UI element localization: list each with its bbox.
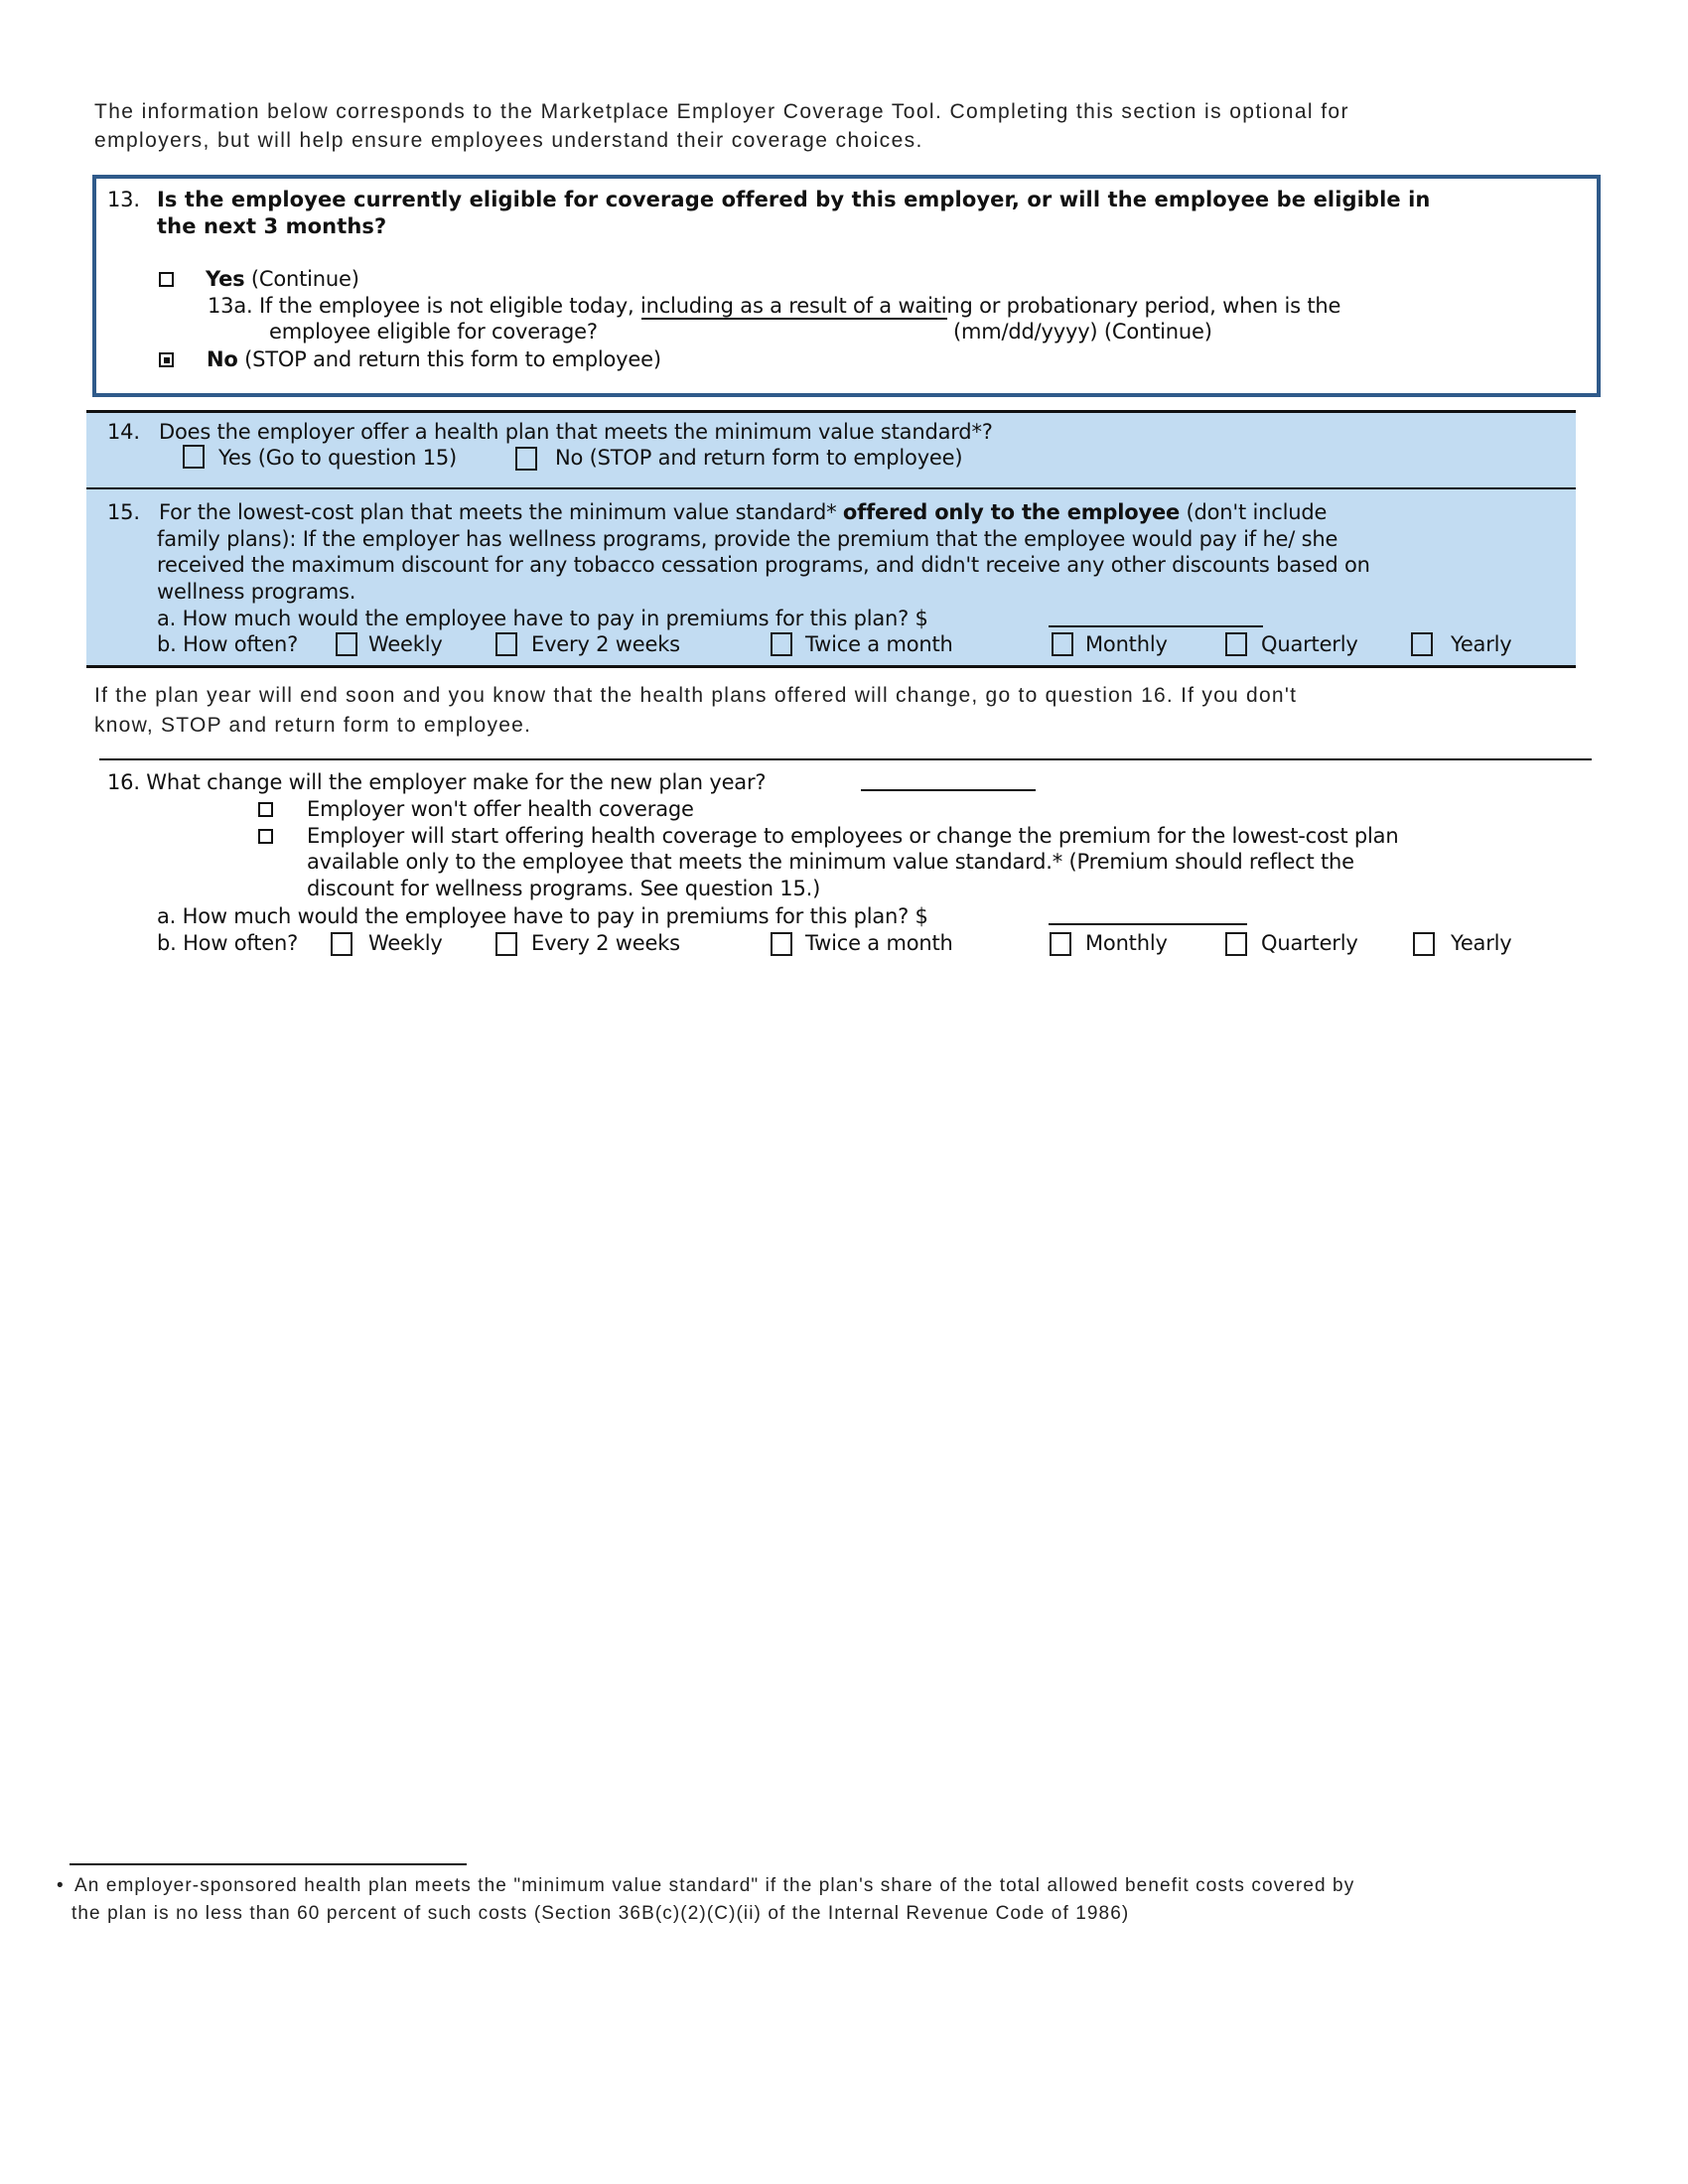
q15-number: 15. — [107, 500, 140, 524]
q13a-date-field[interactable] — [641, 318, 947, 320]
q16-option-1-checkbox[interactable] — [258, 802, 273, 817]
q15-monthly-label: Monthly — [1085, 632, 1168, 656]
q15-b-label: b. How often? — [157, 632, 299, 656]
q16-every-2-weeks-label: Every 2 weeks — [531, 931, 680, 955]
q13-question-line-1: Is the employee currently eligible for coverage offered by this employer, or will the employee be eligible in — [157, 188, 1431, 211]
q15-line-4: wellness programs. — [157, 580, 356, 604]
q13-yes-note: (Continue) — [244, 267, 359, 291]
q15-yearly-label: Yearly — [1451, 632, 1512, 656]
section-top-rule — [86, 410, 1576, 413]
q16-a-label: a. How much would the employee have to pay in premiums for this plan? $ — [157, 904, 928, 928]
q15-every-2-weeks-checkbox[interactable] — [495, 632, 517, 656]
q16-twice-a-month-label: Twice a month — [805, 931, 953, 955]
q16-every-2-weeks-checkbox[interactable] — [495, 932, 517, 956]
q13-no-note: (STOP and return this form to employee) — [237, 347, 661, 371]
q14-no-checkbox[interactable] — [515, 447, 537, 471]
q15-yearly-checkbox[interactable] — [1411, 632, 1433, 656]
q14-yes-checkbox[interactable] — [183, 445, 205, 469]
q16-yearly-checkbox[interactable] — [1413, 932, 1435, 956]
q14-no-label: No (STOP and return form to employee) — [555, 446, 963, 470]
footnote-line-1: An employer-sponsored health plan meets the "minimum value standard" if the plan's share of the total allowed benefit costs covered by — [74, 1875, 1355, 1896]
q14-question: Does the employer offer a health plan that meets the minimum value standard*? — [159, 420, 993, 444]
q16-option-2-checkbox[interactable] — [258, 829, 273, 844]
q15-a-label: a. How much would the employee have to pay in premiums for this plan? $ — [157, 607, 928, 630]
q15-twice-a-month-label: Twice a month — [805, 632, 953, 656]
q13a-date-format: (mm/dd/yyyy) (Continue) — [953, 320, 1212, 343]
q16-option-2-line-2: available only to the employee that meets the minimum value standard.* (Premium should reflect the — [307, 850, 1354, 874]
q14-number: 14. — [107, 420, 140, 444]
q15-line-3: received the maximum discount for any tobacco cessation programs, and didn't receive any other discounts based on — [157, 553, 1370, 577]
q13-yes-label: Yes — [206, 267, 245, 291]
q15-premium-field[interactable] — [1049, 625, 1263, 627]
q15-line-1-bold: offered only to the employee — [842, 500, 1181, 524]
q16-question: 16. What change will the employer make for the new plan year? — [107, 770, 767, 794]
q16-quarterly-checkbox[interactable] — [1225, 932, 1247, 956]
q15-quarterly-label: Quarterly — [1261, 632, 1358, 656]
q15-every-2-weeks-label: Every 2 weeks — [531, 632, 680, 656]
q13-no-label: No — [207, 347, 238, 371]
q15-weekly-checkbox[interactable] — [336, 632, 357, 656]
q13-no-option[interactable] — [207, 346, 661, 372]
q16-monthly-checkbox[interactable] — [1050, 932, 1071, 956]
q13-yes-option[interactable] — [206, 266, 359, 292]
footnote-line-2: the plan is no less than 60 percent of such costs (Section 36B(c)(2)(C)(ii) of the Internal Revenue Code of 1986) — [71, 1903, 1130, 1924]
q15-quarterly-checkbox[interactable] — [1225, 632, 1247, 656]
section-bottom-rule — [86, 665, 1576, 668]
q15-line-1 — [159, 499, 1327, 525]
q14-q15-divider — [86, 487, 1576, 489]
q13-question-line-2: the next 3 months? — [157, 214, 387, 238]
footnote-separator — [70, 1863, 467, 1865]
q16-answer-field[interactable] — [861, 789, 1036, 791]
q16-top-rule — [99, 758, 1592, 760]
q16-option-2-line-1: Employer will start offering health coverage to employees or change the premium for the lowest-cost plan — [307, 824, 1399, 848]
intro-line-1: The information below corresponds to the Marketplace Employer Coverage Tool. Completing this section is optional for — [94, 100, 1349, 123]
q15-twice-a-month-checkbox[interactable] — [771, 632, 792, 656]
q13a-line-1: 13a. If the employee is not eligible today, including as a result of a waiting or probationary period, when is the — [208, 294, 1341, 318]
intro-line-2: employers, but will help ensure employees understand their coverage choices. — [94, 129, 923, 152]
footnote-bullet: • — [57, 1875, 65, 1896]
q16-option-1-label: Employer won't offer health coverage — [307, 797, 694, 821]
q16-twice-a-month-checkbox[interactable] — [771, 932, 792, 956]
q15-line-2: family plans): If the employer has wellness programs, provide the premium that the employee would pay if he/ she — [157, 527, 1338, 551]
q16-weekly-label: Weekly — [368, 931, 443, 955]
q16-yearly-label: Yearly — [1451, 931, 1512, 955]
q16-weekly-checkbox[interactable] — [331, 932, 352, 956]
q16-quarterly-label: Quarterly — [1261, 931, 1358, 955]
q15-line-1-post: (don't include — [1180, 500, 1328, 524]
q16-b-label: b. How often? — [157, 931, 299, 955]
q15-line-1-pre: For the lowest-cost plan that meets the minimum value standard* — [159, 500, 843, 524]
q13-yes-checkbox[interactable] — [159, 272, 174, 287]
transition-line-1: If the plan year will end soon and you know that the health plans offered will change, go to question 16. If you don't — [94, 684, 1298, 707]
q14-yes-label: Yes (Go to question 15) — [218, 446, 458, 470]
q13-no-checkbox[interactable] — [159, 352, 174, 367]
q16-premium-field[interactable] — [1049, 923, 1247, 925]
q15-monthly-checkbox[interactable] — [1052, 632, 1073, 656]
q13a-line-2: employee eligible for coverage? — [269, 320, 598, 343]
q15-weekly-label: Weekly — [368, 632, 443, 656]
q13-number: 13. — [107, 188, 140, 211]
q16-monthly-label: Monthly — [1085, 931, 1168, 955]
transition-line-2: know, STOP and return form to employee. — [94, 714, 532, 737]
q16-option-2-line-3: discount for wellness programs. See question 15.) — [307, 877, 821, 900]
